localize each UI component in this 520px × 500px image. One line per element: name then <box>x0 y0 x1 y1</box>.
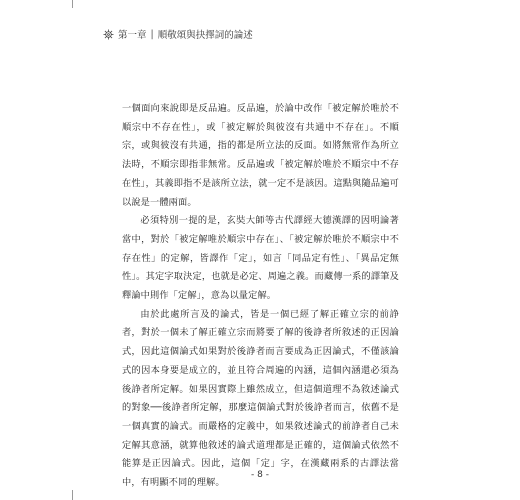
crop-mark-bottom <box>72 490 73 500</box>
paragraph-1: 一個面向來說即是反品遍。反品遍，於論中改作「被定解於唯於不順宗中不存在性」，或「被定解於與彼沒有共通中不存在」。不順宗，或與彼沒有共通，指的都是所立法的反面。如將無常作為所立法時，不順宗即指非無常。反品遍或「被定解於唯於不順宗中不存在性」，其義即指不是該所立法，就一定不是該因。這點與隨品遍可以說是一體兩面。 <box>122 103 399 208</box>
header-separator: | <box>150 28 154 40</box>
paragraph-3: 由於此處所言及的論式，皆是一個已經了解正確立宗的前諍者，對於一個未了解正確立宗而將要了解的後諍者所敘述的正因論式，因此這個論式如果對於後諍者而言要成為正因論式，不僅該論式的因本身要是成立的，並且符合周遍的內涵，這個內涵還必須為後諍者所定解。如果因實際上雖然成立，但這個道理不為敘述論式的對象──後諍者所定解，那麼這個論式對於後諍者而言，依舊不是一個真實的論式。而嚴格的定義中，如果敘述論式的前諍者自己未定解其意涵，就算他敘述的論式道理都是正確的，這個論式依然不能算是正因論式。因此，這個「定」字，在漢藏兩系的古譯法當中，有明顯不同的理解。 <box>122 308 399 489</box>
chapter-title: 順敬頌與抉擇詞的論述 <box>157 30 253 41</box>
paragraph-2: 必須特別一提的是，玄奘大師等古代譯經大德漢譯的因明論著當中，對於「被定解唯於順宗中存在」、「被定解於唯於不順宗中不存在性」的定解，皆譯作「定」，如言「同品定有性」、「異品定無性」。其定字取決定，也就是必定、周遍之義。而藏傳一系的譯筆及釋論中則作「定解」，意為以量定解。 <box>122 215 399 302</box>
dharma-wheel-icon <box>103 29 114 40</box>
page-number: - 8 - <box>251 470 269 480</box>
chapter-number: 第一章 <box>118 30 147 41</box>
crop-mark-top <box>72 0 73 8</box>
running-header <box>103 26 423 42</box>
body-text <box>122 100 399 493</box>
